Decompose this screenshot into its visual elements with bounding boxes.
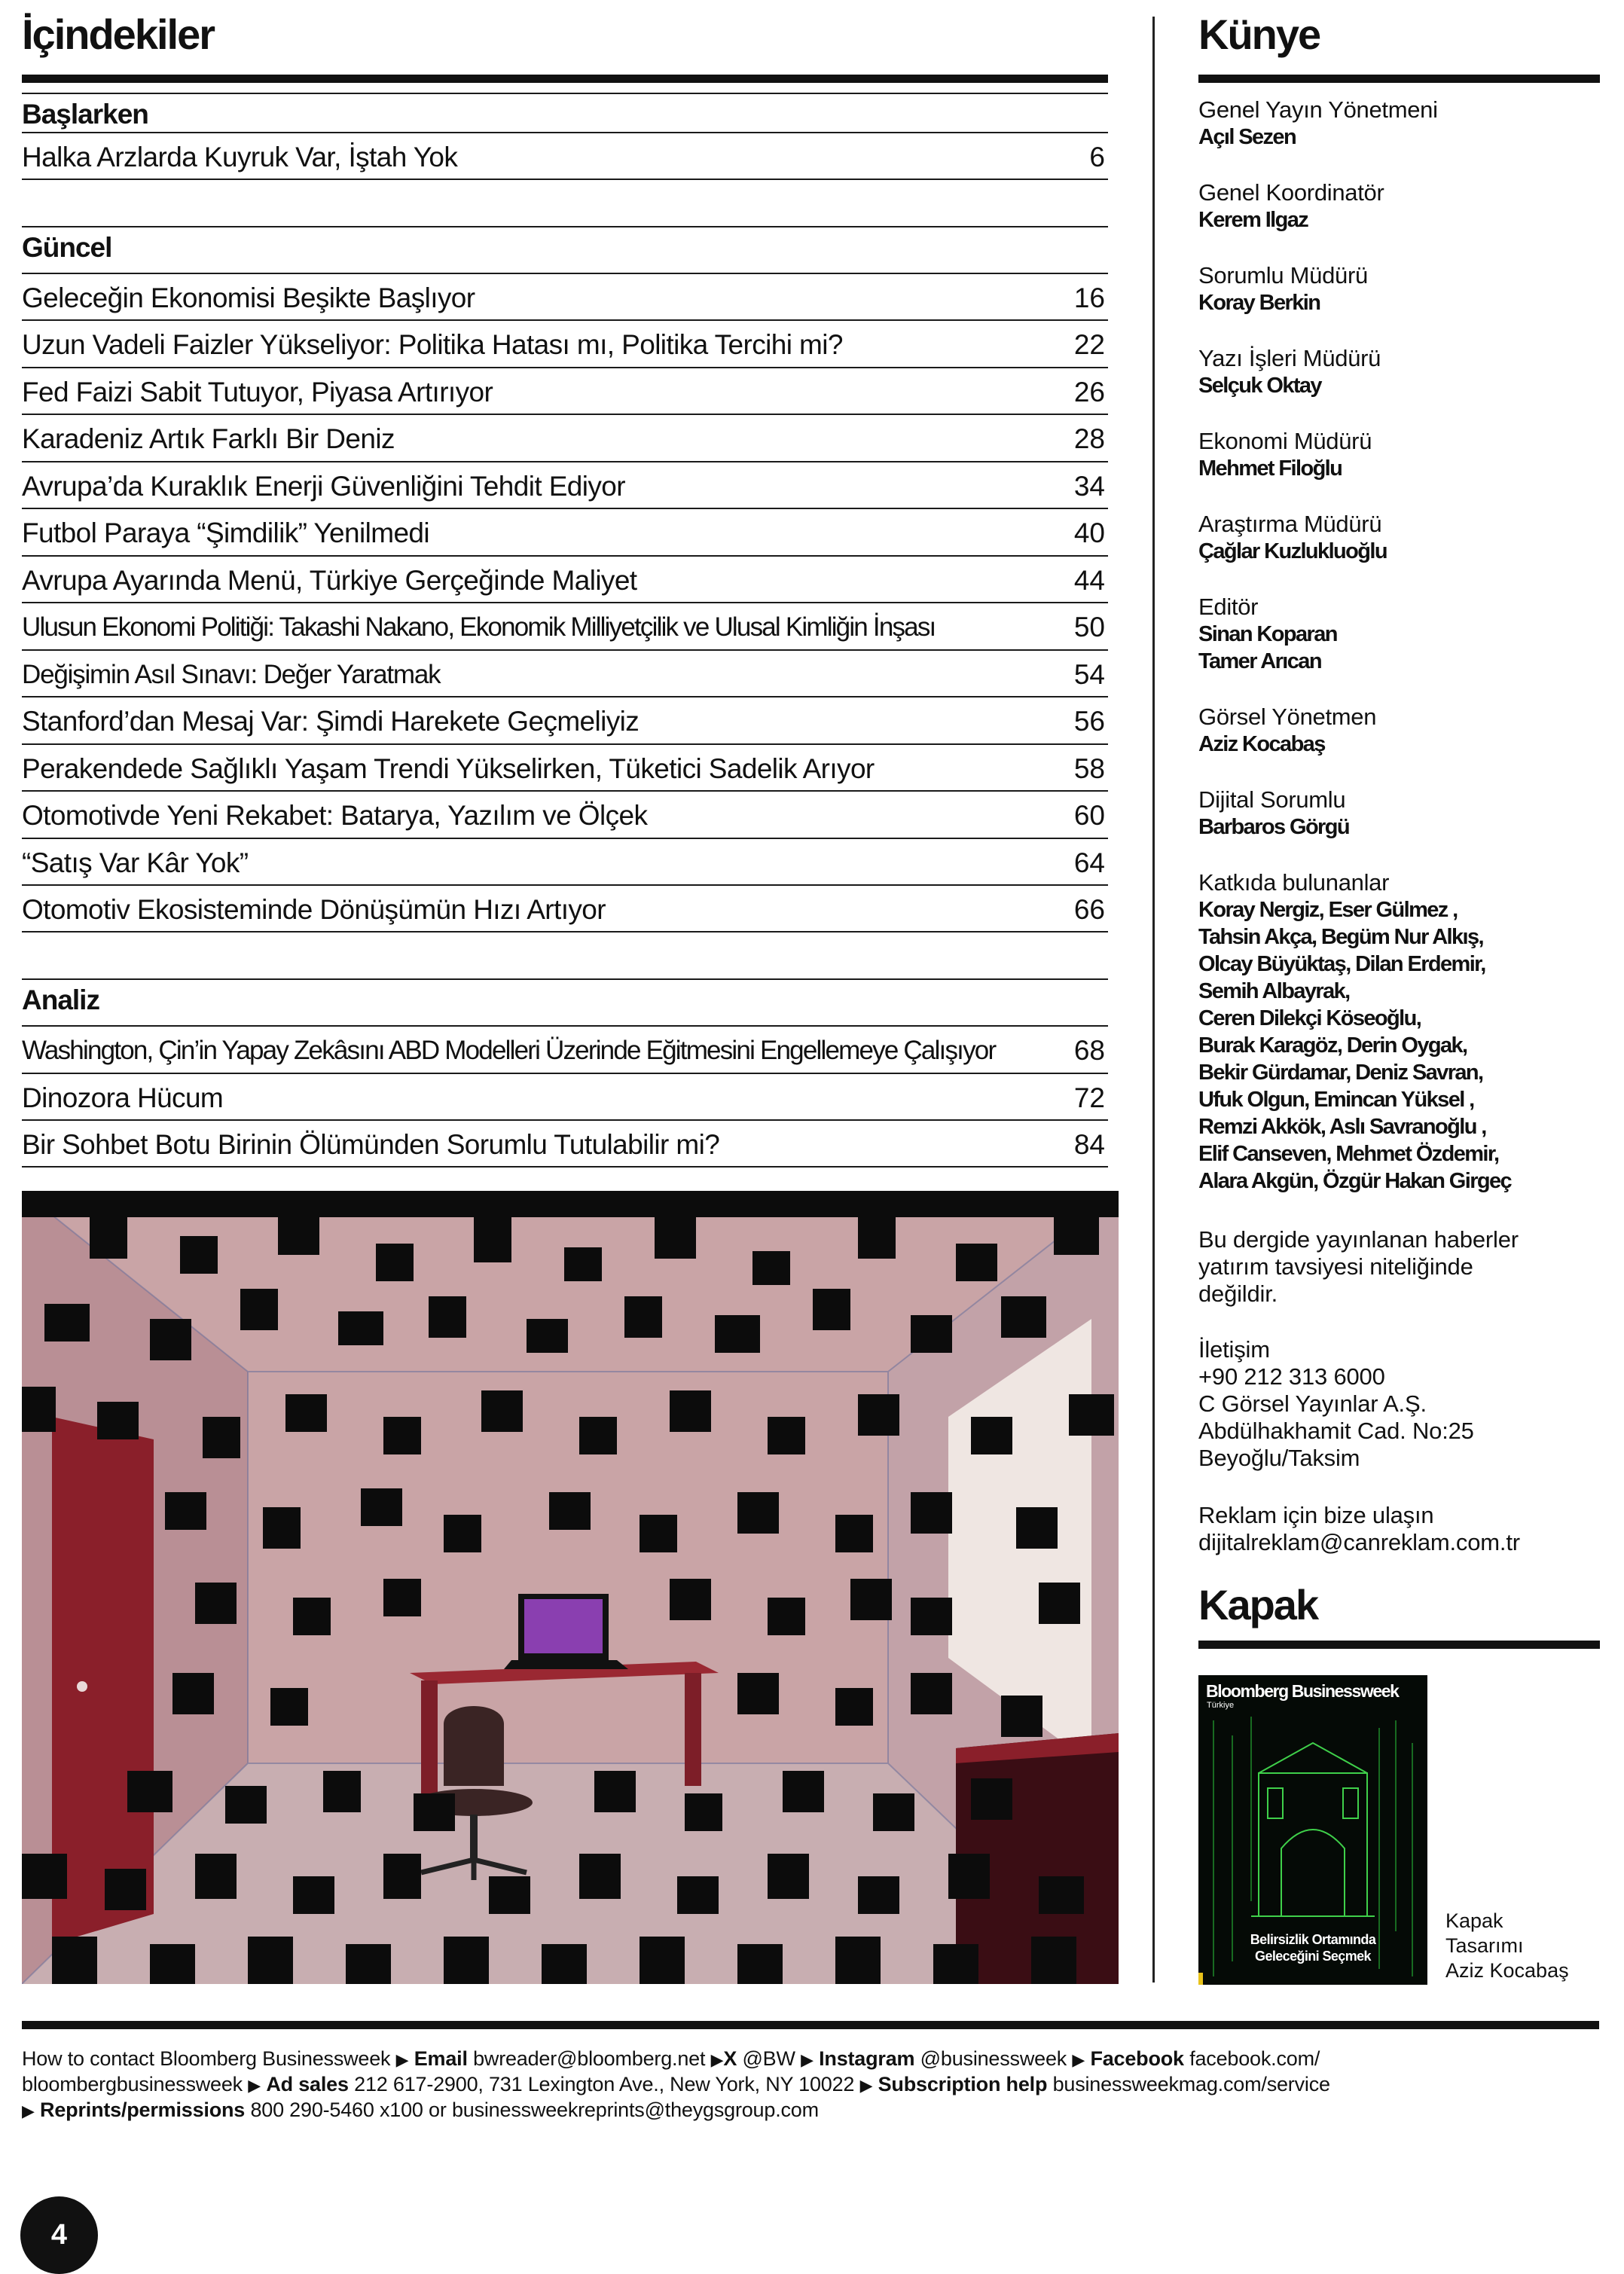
toc-entry-title: Halka Arzlarda Kuyruk Var, İştah Yok bbox=[22, 142, 458, 172]
credit-coordinator bbox=[1198, 179, 1605, 234]
cover-credit-line: Kapak bbox=[1445, 1909, 1503, 1932]
cover-thumbnail bbox=[1198, 1675, 1427, 1985]
credit-managing-editor bbox=[1198, 345, 1605, 399]
credit-name: Aziz Kocabaş bbox=[1198, 732, 1325, 756]
toc-entry[interactable] bbox=[22, 1119, 1108, 1168]
toc-entry[interactable] bbox=[22, 790, 1108, 838]
credit-role: Dijital Sorumlu bbox=[1198, 786, 1346, 813]
section-end-rule bbox=[22, 1166, 1108, 1168]
toc-entry-title: Stanford’dan Mesaj Var: Şimdi Harekete Geçmeliyiz bbox=[22, 706, 640, 737]
toc-entry[interactable] bbox=[22, 319, 1108, 368]
credit-name: Açıl Sezen bbox=[1198, 125, 1296, 149]
contributor-line: Burak Karagöz, Derin Oygak, bbox=[1198, 1033, 1467, 1058]
contact-line-2 bbox=[22, 2072, 1599, 2098]
credit-editors bbox=[1198, 594, 1605, 675]
cover-section-title: Kapak bbox=[1198, 1581, 1318, 1628]
section-label: Başlarken bbox=[22, 99, 148, 130]
toc-entry[interactable] bbox=[22, 555, 1108, 603]
reprints-info: 800 290-5460 x100 or businessweekreprints@theygsgroup.com bbox=[250, 2098, 819, 2121]
toc-entry[interactable] bbox=[22, 414, 1108, 462]
toc-entry-title: Avrupa’da Kuraklık Enerji Güvenliğini Tehdit Ediyor bbox=[22, 471, 625, 502]
section-header-analiz bbox=[22, 978, 1108, 1019]
toc-entry-title: Futbol Paraya “Şimdilik” Yenilmedi bbox=[22, 517, 430, 548]
toc-title: İçindekiler bbox=[22, 11, 215, 58]
door bbox=[52, 1417, 154, 1944]
toc-entry-title: Geleceğin Ekonomisi Beşikte Başlıyor bbox=[22, 282, 475, 313]
instagram-handle[interactable]: @businessweek bbox=[920, 2047, 1067, 2070]
toc-entry-title: Avrupa Ayarında Menü, Türkiye Gerçeğinde Maliyet bbox=[22, 565, 637, 596]
contact-info bbox=[22, 2047, 1599, 2123]
credit-name: Tamer Arıcan bbox=[1198, 649, 1321, 673]
credit-name: Barbaros Görgü bbox=[1198, 815, 1349, 839]
contributor-line: Remzi Akkök, Aslı Savranoğlu , bbox=[1198, 1115, 1486, 1139]
disclaimer-line: Bu dergide yayınlanan haberler bbox=[1198, 1226, 1519, 1253]
contact-intro: How to contact Bloomberg Businessweek bbox=[22, 2047, 391, 2070]
toc-entry-page: 34 bbox=[1073, 471, 1105, 502]
credit-name: Çağlar Kuzlukluoğlu bbox=[1198, 539, 1387, 563]
toc-entry[interactable] bbox=[22, 602, 1108, 650]
contributor-line: Olcay Büyüktaş, Dilan Erdemir, bbox=[1198, 952, 1485, 976]
toc-entry-page: 26 bbox=[1073, 377, 1105, 407]
facebook-link-cont[interactable]: bloombergbusinessweek bbox=[22, 2073, 243, 2095]
ads-heading: Reklam için bize ulaşın bbox=[1198, 1502, 1434, 1528]
contact-block bbox=[1198, 1336, 1605, 1472]
contact-phone: +90 212 313 6000 bbox=[1198, 1363, 1385, 1390]
ad-sales-info: 212 617-2900, 731 Lexington Ave., New York, NY 10022 bbox=[354, 2073, 855, 2095]
credit-art-director bbox=[1198, 704, 1605, 758]
cover-brand-sub: Türkiye bbox=[1207, 1701, 1235, 1710]
contributor-line: Tahsin Akça, Begüm Nur Alkış, bbox=[1198, 925, 1483, 949]
section-end-rule bbox=[22, 931, 1108, 932]
credit-role: Katkıda bulunanlar bbox=[1198, 869, 1390, 896]
contributor-line: Ceren Dilekçi Köseoğlu, bbox=[1198, 1006, 1421, 1030]
toc-entry-page: 54 bbox=[1073, 659, 1105, 690]
credit-name: Sinan Koparan bbox=[1198, 622, 1337, 646]
toc-entry-page: 56 bbox=[1073, 706, 1105, 737]
credit-digital-lead bbox=[1198, 786, 1605, 841]
credit-responsible-manager bbox=[1198, 262, 1605, 316]
room-illustration bbox=[22, 1191, 1119, 1984]
ads-block bbox=[1198, 1502, 1605, 1556]
contact-line-1 bbox=[22, 2047, 1599, 2072]
credit-role: Araştırma Müdürü bbox=[1198, 511, 1382, 537]
email-link[interactable]: bwreader@bloomberg.net bbox=[473, 2047, 706, 2070]
cover-credit bbox=[1445, 1909, 1569, 1983]
arrow-right-icon: ▶ bbox=[859, 2076, 873, 2095]
credit-role: Yazı İşleri Müdürü bbox=[1198, 345, 1381, 371]
cover-headline bbox=[1198, 1931, 1427, 1964]
toc-entry-title: Dinozora Hücum bbox=[22, 1082, 224, 1113]
x-handle[interactable]: @BW bbox=[742, 2047, 795, 2070]
cover-brand: Bloomberg Businessweek bbox=[1206, 1681, 1399, 1701]
arrow-right-icon: ▶ bbox=[801, 2050, 814, 2069]
section-label: Analiz bbox=[22, 984, 99, 1015]
toc-entry[interactable] bbox=[22, 273, 1108, 321]
disclaimer-line: yatırım tavsiyesi niteliğinde bbox=[1198, 1253, 1473, 1280]
toc-entry[interactable] bbox=[22, 132, 1108, 180]
arrow-right-icon: ▶ bbox=[22, 2102, 35, 2120]
credit-contributors bbox=[1198, 869, 1605, 1195]
contact-district: Beyoğlu/Taksim bbox=[1198, 1445, 1360, 1471]
cover-credit-line: Tasarımı bbox=[1445, 1934, 1524, 1957]
section-header-guncel bbox=[22, 226, 1108, 267]
contact-address: Abdülhakhamit Cad. No:25 bbox=[1198, 1418, 1474, 1444]
cover-headline-line: Belirsizlik Ortamında bbox=[1250, 1932, 1376, 1947]
toc-title-rule bbox=[22, 75, 1108, 83]
ad-sales-label: Ad sales bbox=[266, 2073, 349, 2095]
contact-heading: İletişim bbox=[1198, 1336, 1270, 1363]
masthead-title-rule bbox=[1198, 75, 1600, 83]
toc-entry-page: 60 bbox=[1073, 800, 1105, 831]
toc-entry-title: “Satış Var Kâr Yok” bbox=[22, 847, 249, 878]
credit-name: Koray Berkin bbox=[1198, 291, 1320, 315]
toc-entry-page: 16 bbox=[1073, 282, 1105, 313]
subscription-label: Subscription help bbox=[878, 2073, 1048, 2095]
toc-entry-title: Washington, Çin’in Yapay Zekâsını ABD Modelleri Üzerinde Eğitmesini Engellemeye Çalışıyor bbox=[22, 1036, 996, 1065]
contact-line-3 bbox=[22, 2098, 1599, 2123]
toc-entry-page: 58 bbox=[1073, 753, 1105, 784]
toc-entry-page: 72 bbox=[1073, 1082, 1105, 1113]
toc-entry-title: Karadeniz Artık Farklı Bir Deniz bbox=[22, 423, 395, 454]
toc-entry-page: 28 bbox=[1073, 423, 1105, 454]
toc-entry-page: 40 bbox=[1073, 517, 1105, 548]
contributor-line: Elif Canseven, Mehmet Özdemir, bbox=[1198, 1142, 1499, 1166]
door-knob bbox=[77, 1681, 87, 1692]
toc-entry[interactable] bbox=[22, 508, 1108, 556]
arrow-right-icon: ▶ bbox=[248, 2076, 261, 2095]
credit-economy-editor bbox=[1198, 428, 1605, 482]
toc-entry[interactable] bbox=[22, 743, 1108, 792]
column-divider bbox=[1152, 17, 1155, 1983]
toc-entry-page: 50 bbox=[1073, 612, 1105, 643]
toc-entry[interactable] bbox=[22, 696, 1108, 744]
disclaimer bbox=[1198, 1226, 1605, 1308]
section-end-rule bbox=[22, 179, 1108, 180]
email-label: Email bbox=[414, 2047, 468, 2070]
section-header-baslarken bbox=[22, 93, 1108, 133]
subscription-link[interactable]: businessweekmag.com/service bbox=[1052, 2073, 1330, 2095]
page-number: 4 bbox=[20, 2196, 98, 2274]
toc-entry-title: Otomotivde Yeni Rekabet: Batarya, Yazılım ve Ölçek bbox=[22, 800, 648, 831]
cover-credit-line: Aziz Kocabaş bbox=[1445, 1959, 1569, 1982]
arrow-right-icon: ▶ bbox=[395, 2050, 409, 2069]
ads-email[interactable]: dijitalreklam@canreklam.com.tr bbox=[1198, 1529, 1520, 1555]
facebook-link[interactable]: facebook.com/ bbox=[1189, 2047, 1320, 2070]
credit-editor-in-chief bbox=[1198, 96, 1605, 151]
toc-entry-page: 64 bbox=[1073, 847, 1105, 878]
toc-entry[interactable] bbox=[22, 367, 1108, 415]
credit-name: Mehmet Filoğlu bbox=[1198, 456, 1342, 481]
footer-rule bbox=[22, 2021, 1599, 2029]
contributor-line: Bekir Gürdamar, Deniz Savran, bbox=[1198, 1061, 1483, 1085]
x-label: X bbox=[723, 2047, 737, 2070]
toc-entry-page: 22 bbox=[1073, 329, 1105, 360]
credit-role: Editör bbox=[1198, 594, 1259, 620]
masthead-title: Künye bbox=[1198, 11, 1320, 58]
cover-headline-line: Geleceğini Seçmek bbox=[1255, 1949, 1371, 1964]
toc-entry-title: Fed Faizi Sabit Tutuyor, Piyasa Artırıyor bbox=[22, 377, 493, 407]
credit-role: Görsel Yönetmen bbox=[1198, 704, 1377, 730]
toc-entry-page: 84 bbox=[1073, 1129, 1105, 1160]
credit-role: Genel Yayın Yönetmeni bbox=[1198, 96, 1438, 123]
toc-entry-page: 68 bbox=[1073, 1035, 1105, 1066]
section-label: Güncel bbox=[22, 232, 112, 263]
contributor-line: Koray Nergiz, Eser Gülmez , bbox=[1198, 898, 1458, 922]
facebook-label: Facebook bbox=[1090, 2047, 1184, 2070]
cover-title-rule bbox=[1198, 1641, 1600, 1649]
toc-entry-title: Perakendede Sağlıklı Yaşam Trendi Yükselirken, Tüketici Sadelik Arıyor bbox=[22, 753, 875, 784]
toc-entry[interactable] bbox=[22, 649, 1108, 697]
toc-entry-title: Uzun Vadeli Faizler Yükseliyor: Politika Hatası mı, Politika Tercihi mi? bbox=[22, 329, 843, 360]
contributor-line: Alara Akgün, Özgür Hakan Girgeç bbox=[1198, 1169, 1512, 1193]
room-illustration-art bbox=[22, 1191, 1119, 1984]
disclaimer-line: değildir. bbox=[1198, 1280, 1278, 1307]
contact-company: C Görsel Yayınlar A.Ş. bbox=[1198, 1390, 1427, 1417]
credit-name: Selçuk Oktay bbox=[1198, 374, 1321, 398]
arrow-right-icon: ▶ bbox=[710, 2050, 724, 2069]
toc-entry[interactable] bbox=[22, 1025, 1108, 1073]
contributor-line: Ufuk Olgun, Emincan Yüksel , bbox=[1198, 1088, 1474, 1112]
toc-entry-page: 66 bbox=[1073, 894, 1105, 925]
contributor-line: Semih Albayrak, bbox=[1198, 979, 1350, 1003]
toc-entry-page: 6 bbox=[1089, 142, 1105, 172]
toc-entry-title: Otomotiv Ekosisteminde Dönüşümün Hızı Artıyor bbox=[22, 894, 606, 925]
credit-role: Ekonomi Müdürü bbox=[1198, 428, 1372, 454]
toc-entry[interactable] bbox=[22, 838, 1108, 886]
toc-entry[interactable] bbox=[22, 461, 1108, 509]
toc-entry[interactable] bbox=[22, 1073, 1108, 1121]
credit-role: Genel Koordinatör bbox=[1198, 179, 1384, 206]
toc-entry-title: Ulusun Ekonomi Politiği: Takashi Nakano, Ekonomik Milliyetçilik ve Ulusal Kimliğin İnşası bbox=[22, 612, 936, 642]
reprints-label: Reprints/permissions bbox=[40, 2098, 246, 2121]
toc-entry-title: Değişimin Asıl Sınavı: Değer Yaratmak bbox=[22, 660, 441, 689]
toc-entry-title: Bir Sohbet Botu Birinin Ölümünden Sorumlu Tutulabilir mi? bbox=[22, 1129, 720, 1160]
toc-entry[interactable] bbox=[22, 884, 1108, 932]
arrow-right-icon: ▶ bbox=[1072, 2050, 1085, 2069]
credit-name: Kerem Ilgaz bbox=[1198, 208, 1308, 232]
credit-research-director bbox=[1198, 511, 1605, 565]
credit-role: Sorumlu Müdürü bbox=[1198, 262, 1368, 288]
instagram-label: Instagram bbox=[819, 2047, 915, 2070]
toc-entry-page: 44 bbox=[1073, 565, 1105, 596]
